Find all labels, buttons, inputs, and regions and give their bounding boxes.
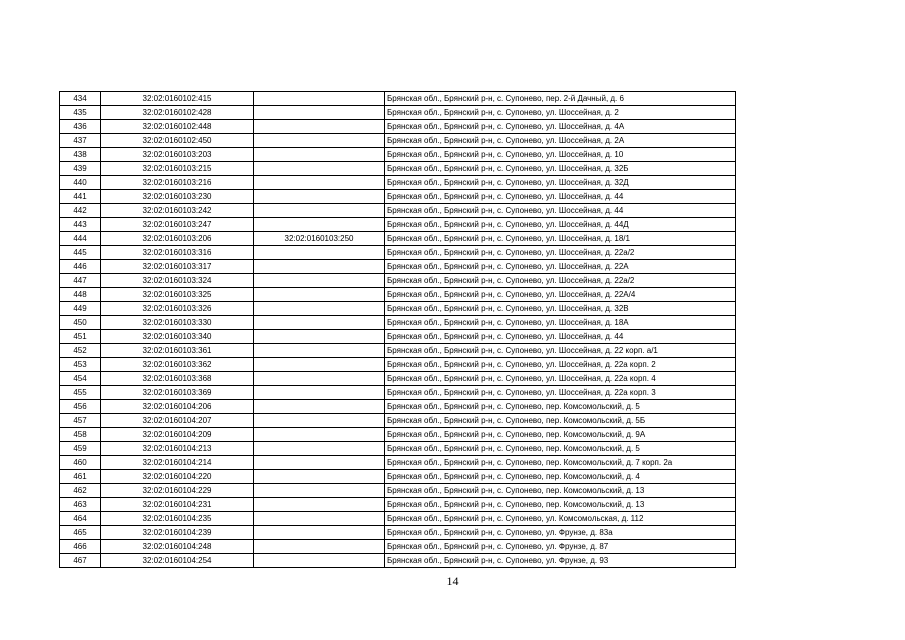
cadastral-number-cell: 32:02:0160103:242 — [101, 204, 254, 218]
address-cell: Брянская обл., Брянский р-н, с. Супонево, ул. Комсомольская, д. 112 — [385, 512, 736, 526]
included-object-cell — [254, 330, 385, 344]
included-object-cell — [254, 316, 385, 330]
cadastral-number-cell: 32:02:0160102:450 — [101, 134, 254, 148]
address-cell: Брянская обл., Брянский р-н, с. Супонево, ул. Фрунзе, д. 87 — [385, 540, 736, 554]
included-object-cell — [254, 176, 385, 190]
table-row — [60, 120, 736, 134]
included-object-cell — [254, 190, 385, 204]
included-object-cell — [254, 92, 385, 106]
address-cell: Брянская обл., Брянский р-н, с. Супонево, ул. Шоссейная, д. 2 — [385, 106, 736, 120]
address-cell: Брянская обл., Брянский р-н, с. Супонево, ул. Шоссейная, д. 32Д — [385, 176, 736, 190]
address-cell: Брянская обл., Брянский р-н, с. Супонево, ул. Фрунзе, д. 83а — [385, 526, 736, 540]
included-object-cell — [254, 106, 385, 120]
table-row — [60, 134, 736, 148]
cadastral-number-cell: 32:02:0160103:340 — [101, 330, 254, 344]
included-object-cell — [254, 554, 385, 568]
row-number-cell: 451 — [60, 330, 101, 344]
cadastral-number-cell: 32:02:0160103:215 — [101, 162, 254, 176]
row-number-cell: 448 — [60, 288, 101, 302]
table-row — [60, 106, 736, 120]
address-cell: Брянская обл., Брянский р-н, с. Супонево, ул. Шоссейная, д. 10 — [385, 148, 736, 162]
cadastral-number-cell: 32:02:0160103:317 — [101, 260, 254, 274]
address-cell: Брянская обл., Брянский р-н, с. Супонево, ул. Шоссейная, д. 32Б — [385, 162, 736, 176]
cadastral-number-cell: 32:02:0160103:206 — [101, 232, 254, 246]
cadastral-number-cell: 32:02:0160103:230 — [101, 190, 254, 204]
included-object-cell — [254, 456, 385, 470]
cadastral-number-cell: 32:02:0160104:209 — [101, 428, 254, 442]
row-number-cell: 467 — [60, 554, 101, 568]
address-cell: Брянская обл., Брянский р-н, с. Супонево, ул. Шоссейная, д. 4А — [385, 120, 736, 134]
registry-table-body — [60, 92, 736, 568]
table-row — [60, 190, 736, 204]
included-object-cell — [254, 344, 385, 358]
address-cell: Брянская обл., Брянский р-н, с. Супонево, пер. Комсомольский, д. 13 — [385, 484, 736, 498]
address-cell: Брянская обл., Брянский р-н, с. Супонево, ул. Шоссейная, д. 18А — [385, 316, 736, 330]
row-number-cell: 456 — [60, 400, 101, 414]
address-cell: Брянская обл., Брянский р-н, с. Супонево, ул. Шоссейная, д. 44 — [385, 204, 736, 218]
cadastral-number-cell: 32:02:0160103:325 — [101, 288, 254, 302]
address-cell: Брянская обл., Брянский р-н, с. Супонево, ул. Шоссейная, д. 22а корп. 4 — [385, 372, 736, 386]
address-cell: Брянская обл., Брянский р-н, с. Супонево, ул. Шоссейная, д. 44 — [385, 190, 736, 204]
cadastral-number-cell: 32:02:0160103:330 — [101, 316, 254, 330]
table-row — [60, 414, 736, 428]
included-object-cell — [254, 288, 385, 302]
address-cell: Брянская обл., Брянский р-н, с. Супонево, ул. Шоссейная, д. 2А — [385, 134, 736, 148]
included-object-cell — [254, 120, 385, 134]
included-object-cell — [254, 204, 385, 218]
address-cell: Брянская обл., Брянский р-н, с. Супонево, ул. Шоссейная, д. 22 корп. а/1 — [385, 344, 736, 358]
row-number-cell: 461 — [60, 470, 101, 484]
table-row — [60, 274, 736, 288]
included-object-cell — [254, 540, 385, 554]
address-cell: Брянская обл., Брянский р-н, с. Супонево, пер. Комсомольский, д. 7 корп. 2а — [385, 456, 736, 470]
cadastral-number-cell: 32:02:0160104:254 — [101, 554, 254, 568]
address-cell: Брянская обл., Брянский р-н, с. Супонево, ул. Шоссейная, д. 22А/4 — [385, 288, 736, 302]
row-number-cell: 455 — [60, 386, 101, 400]
cadastral-number-cell: 32:02:0160104:220 — [101, 470, 254, 484]
row-number-cell: 437 — [60, 134, 101, 148]
included-object-cell — [254, 162, 385, 176]
cadastral-number-cell: 32:02:0160104:231 — [101, 498, 254, 512]
table-row — [60, 386, 736, 400]
cadastral-number-cell: 32:02:0160103:316 — [101, 246, 254, 260]
address-cell: Брянская обл., Брянский р-н, с. Супонево, пер. Комсомольский, д. 13 — [385, 498, 736, 512]
row-number-cell: 466 — [60, 540, 101, 554]
table-row — [60, 260, 736, 274]
row-number-cell: 435 — [60, 106, 101, 120]
cadastral-number-cell: 32:02:0160102:415 — [101, 92, 254, 106]
included-object-cell — [254, 470, 385, 484]
table-row — [60, 162, 736, 176]
cadastral-number-cell: 32:02:0160104:235 — [101, 512, 254, 526]
row-number-cell: 464 — [60, 512, 101, 526]
address-cell: Брянская обл., Брянский р-н, с. Супонево, ул. Шоссейная, д. 22А — [385, 260, 736, 274]
cadastral-number-cell: 32:02:0160103:369 — [101, 386, 254, 400]
address-cell: Брянская обл., Брянский р-н, с. Супонево, пер. Комсомольский, д. 5 — [385, 400, 736, 414]
included-object-cell — [254, 358, 385, 372]
address-cell: Брянская обл., Брянский р-н, с. Супонево, ул. Шоссейная, д. 22а корп. 2 — [385, 358, 736, 372]
table-row — [60, 92, 736, 106]
included-object-cell — [254, 428, 385, 442]
address-cell: Брянская обл., Брянский р-н, с. Супонево, пер. 2-й Дачный, д. 6 — [385, 92, 736, 106]
table-row — [60, 358, 736, 372]
address-cell: Брянская обл., Брянский р-н, с. Супонево, ул. Шоссейная, д. 22а/2 — [385, 246, 736, 260]
row-number-cell: 458 — [60, 428, 101, 442]
table-row — [60, 232, 736, 246]
table-row — [60, 288, 736, 302]
included-object-cell — [254, 302, 385, 316]
cadastral-number-cell: 32:02:0160103:324 — [101, 274, 254, 288]
cadastral-number-cell: 32:02:0160103:203 — [101, 148, 254, 162]
address-cell: Брянская обл., Брянский р-н, с. Супонево, ул. Фрунзе, д. 93 — [385, 554, 736, 568]
included-object-cell — [254, 274, 385, 288]
table-row — [60, 428, 736, 442]
included-object-cell — [254, 260, 385, 274]
address-cell: Брянская обл., Брянский р-н, с. Супонево, ул. Шоссейная, д. 18/1 — [385, 232, 736, 246]
address-cell: Брянская обл., Брянский р-н, с. Супонево, ул. Шоссейная, д. 44 — [385, 330, 736, 344]
cadastral-number-cell: 32:02:0160104:248 — [101, 540, 254, 554]
table-row — [60, 442, 736, 456]
cadastral-number-cell: 32:02:0160103:326 — [101, 302, 254, 316]
table-row — [60, 330, 736, 344]
cadastral-number-cell: 32:02:0160103:216 — [101, 176, 254, 190]
row-number-cell: 452 — [60, 344, 101, 358]
included-object-cell — [254, 246, 385, 260]
cadastral-number-cell: 32:02:0160104:229 — [101, 484, 254, 498]
page-number: 14 — [446, 574, 459, 588]
table-row — [60, 456, 736, 470]
row-number-cell: 460 — [60, 456, 101, 470]
cadastral-number-cell: 32:02:0160103:368 — [101, 372, 254, 386]
row-number-cell: 439 — [60, 162, 101, 176]
row-number-cell: 459 — [60, 442, 101, 456]
table-row — [60, 204, 736, 218]
table-row — [60, 484, 736, 498]
registry-table — [59, 91, 736, 568]
cadastral-number-cell: 32:02:0160102:428 — [101, 106, 254, 120]
row-number-cell: 447 — [60, 274, 101, 288]
address-cell: Брянская обл., Брянский р-н, с. Супонево, пер. Комсомольский, д. 5Б — [385, 414, 736, 428]
address-cell: Брянская обл., Брянский р-н, с. Супонево, ул. Шоссейная, д. 44Д — [385, 218, 736, 232]
table-row — [60, 148, 736, 162]
cadastral-number-cell: 32:02:0160102:448 — [101, 120, 254, 134]
included-object-cell — [254, 442, 385, 456]
table-row — [60, 316, 736, 330]
address-cell: Брянская обл., Брянский р-н, с. Супонево, пер. Комсомольский, д. 9А — [385, 428, 736, 442]
table-row — [60, 344, 736, 358]
table-row — [60, 470, 736, 484]
included-object-cell — [254, 134, 385, 148]
row-number-cell: 463 — [60, 498, 101, 512]
cadastral-number-cell: 32:02:0160103:362 — [101, 358, 254, 372]
row-number-cell: 450 — [60, 316, 101, 330]
row-number-cell: 465 — [60, 526, 101, 540]
row-number-cell: 436 — [60, 120, 101, 134]
included-object-cell — [254, 148, 385, 162]
row-number-cell: 442 — [60, 204, 101, 218]
row-number-cell: 438 — [60, 148, 101, 162]
cadastral-number-cell: 32:02:0160104:214 — [101, 456, 254, 470]
row-number-cell: 445 — [60, 246, 101, 260]
row-number-cell: 457 — [60, 414, 101, 428]
table-row — [60, 400, 736, 414]
cadastral-number-cell: 32:02:0160104:213 — [101, 442, 254, 456]
row-number-cell: 434 — [60, 92, 101, 106]
address-cell: Брянская обл., Брянский р-н, с. Супонево, ул. Шоссейная, д. 22а/2 — [385, 274, 736, 288]
address-cell: Брянская обл., Брянский р-н, с. Супонево, пер. Комсомольский, д. 5 — [385, 442, 736, 456]
address-cell: Брянская обл., Брянский р-н, с. Супонево, пер. Комсомольский, д. 4 — [385, 470, 736, 484]
included-object-cell — [254, 386, 385, 400]
row-number-cell: 443 — [60, 218, 101, 232]
cadastral-number-cell: 32:02:0160104:206 — [101, 400, 254, 414]
table-row — [60, 554, 736, 568]
included-object-cell — [254, 498, 385, 512]
included-object-cell — [254, 414, 385, 428]
table-row — [60, 498, 736, 512]
row-number-cell: 453 — [60, 358, 101, 372]
included-object-cell — [254, 526, 385, 540]
cadastral-number-cell: 32:02:0160104:207 — [101, 414, 254, 428]
row-number-cell: 449 — [60, 302, 101, 316]
cadastral-number-cell: 32:02:0160103:361 — [101, 344, 254, 358]
table-row — [60, 512, 736, 526]
table-row — [60, 218, 736, 232]
table-row — [60, 540, 736, 554]
row-number-cell: 444 — [60, 232, 101, 246]
address-cell: Брянская обл., Брянский р-н, с. Супонево, ул. Шоссейная, д. 32В — [385, 302, 736, 316]
included-object-cell — [254, 218, 385, 232]
included-object-cell: 32:02:0160103:250 — [254, 232, 385, 246]
table-row — [60, 246, 736, 260]
row-number-cell: 441 — [60, 190, 101, 204]
cadastral-number-cell: 32:02:0160104:239 — [101, 526, 254, 540]
row-number-cell: 446 — [60, 260, 101, 274]
row-number-cell: 454 — [60, 372, 101, 386]
included-object-cell — [254, 372, 385, 386]
included-object-cell — [254, 400, 385, 414]
table-row — [60, 372, 736, 386]
cadastral-number-cell: 32:02:0160103:247 — [101, 218, 254, 232]
included-object-cell — [254, 484, 385, 498]
table-row — [60, 176, 736, 190]
table-row — [60, 526, 736, 540]
table-row — [60, 302, 736, 316]
address-cell: Брянская обл., Брянский р-н, с. Супонево, ул. Шоссейная, д. 22а корп. 3 — [385, 386, 736, 400]
row-number-cell: 462 — [60, 484, 101, 498]
row-number-cell: 440 — [60, 176, 101, 190]
included-object-cell — [254, 512, 385, 526]
